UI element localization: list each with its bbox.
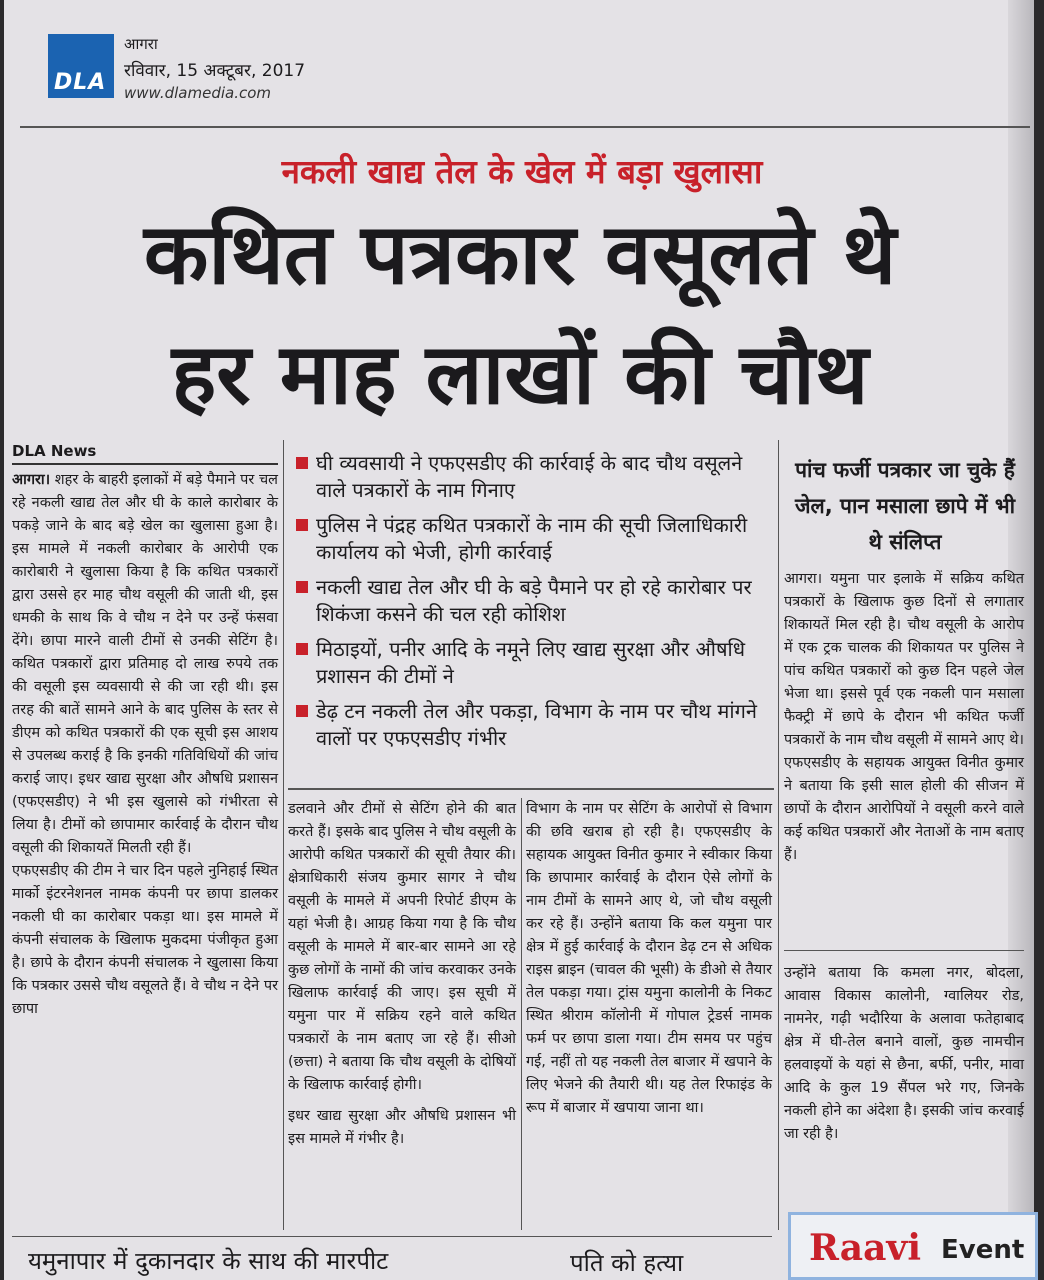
bullet-square-icon xyxy=(296,457,308,469)
headline-line-1: कथित पत्रकार वसूलते थे xyxy=(143,205,897,303)
column-rule-2 xyxy=(521,798,522,1230)
next-article-headline-2: पति को हत्या xyxy=(570,1249,684,1277)
bullets-divider xyxy=(288,788,774,790)
highlight-item xyxy=(294,512,770,566)
sidebar-column xyxy=(784,568,1024,867)
bottom-divider xyxy=(12,1236,772,1237)
next-article-headline: यमुनापार में दुकानदार के साथ की मारपीट xyxy=(28,1247,389,1275)
column-2-para-2: इधर खाद्य सुरक्षा और औषधि प्रशासन भी इस मामले में गंभीर है। xyxy=(288,1108,516,1147)
bullet-square-icon xyxy=(296,519,308,531)
advertisement[interactable] xyxy=(788,1212,1038,1280)
headline-line-2: हर माह लाखों की चौथ xyxy=(171,325,869,423)
highlight-item xyxy=(294,450,770,504)
dateline: आगरा। xyxy=(12,472,51,488)
ad-text: Event xyxy=(941,1235,1025,1265)
sidebar-para-1: आगरा। यमुना पार इलाके में सक्रिय कथित पत्रकारों के खिलाफ कुछ दिनों से लगातार शिकायतें मिल रही है। चौथ वसूली के आरोप में एक ट्रक चालक की शिकायत पर पुलिस ने पांच कथित पत्रकारों को कुछ दिन पहले जेल भेजा था। इससे पूर्व एक नकली पान मसाला फैक्ट्री में छापे के दौरान भी कथित फर्जी पत्रकारों के नाम चौथ वसूली में सामने आए थे। एफएसडीए के सहायक आयुक्त विनीत कुमार ने बताया कि इसी साल होली की सीजन में छापों के दौरान आरोपियों ने वसूली करने वाले कई कथित पत्रकारों और नेताओं के नाम बताए हैं। xyxy=(784,571,1024,863)
column-2-para-1: डलवाने और टीमों से सेटिंग होने की बात करते हैं। इसके बाद पुलिस ने चौथ वसूली के आरोपी कथित पत्रकारों की सूची तैयार की। क्षेत्राधिकारी संजय कुमार सागर ने चौथ वसूली के मामले में अपनी रिपोर्ट डीएम के यहां भेजी है। आग्रह किया गया है कि चौथ वसूली के मामले में बार-बार सामने आ रहे कुछ लोगों के नामों की जांच करवाकर उनके खिलाफ कार्रवाई की जाए। इस सूची में यमुना पार में सक्रिय रहने वाले कथित पत्रकारों के नाम बताए जा रहे हैं। सीओ (छत्ता) ने बताया कि चौथ वसूली के दोषियों के खिलाफ कार्रवाई होगी। xyxy=(288,801,516,1093)
column-3 xyxy=(526,798,772,1120)
highlight-text: मिठाइयों, पनीर आदि के नमूने लिए खाद्य सुरक्षा और औषधि प्रशासन की टीमों ने xyxy=(316,637,745,688)
highlight-item xyxy=(294,636,770,690)
ad-brand: Raavi xyxy=(809,1227,921,1269)
highlight-text: नकली खाद्य तेल और घी के बड़े पैमाने पर हो रहे कारोबार पर शिकंजा कसने की चल रही कोशिश xyxy=(316,575,752,626)
highlight-text: पुलिस ने पंद्रह कथित पत्रकारों के नाम की सूची जिलाधिकारी कार्यालय को भेजी, होगी कार्रवाई xyxy=(316,513,748,564)
highlight-item xyxy=(294,698,770,752)
article-kicker: नकली खाद्य तेल के खेल में बड़ा खुलासा xyxy=(281,152,763,191)
bullet-square-icon xyxy=(296,705,308,717)
dla-logo xyxy=(48,34,114,98)
column-3-para-1: विभाग के नाम पर सेटिंग के आरोपों से विभाग की छवि खराब हो रही है। एफएसडीए के सहायक आयुक्त विनीत कुमार ने स्वीकार किया कि छापामार कार्रवाई के दौरान ऐसे लोगों के नाम टीमों के सामने आए थे, जो चौथ वसूली कर रहे हैं। उन्होंने बताया कि कल यमुना पार क्षेत्र में हुई कार्रवाई के दौरान डेढ़ टन से अधिक राइस ब्राइन (चावल की भूसी) के डीओ से तैयार तेल पकड़ा गया। ट्रांस यमुना कालोनी के निकट स्थित श्रीराम कॉलोनी में गोपाल ट्रेडर्स नामक फर्म पर छापा डाला गया। टीम समय पर पहुंच गई, नहीं तो यह नकली तेल बाजार में खपाने के लिए भेजने की तैयारी थी। यह तेल रिफाइंड के रूप में बाजार में खपाया जाना था। xyxy=(526,801,772,1116)
column-rule-1 xyxy=(283,440,284,1230)
sidebar-para-2: उन्होंने बताया कि कमला नगर, बोदला, आवास विकास कालोनी, ग्वालियर रोड, नामनेर, गढ़ी भदौरिया के अलावा फतेहाबाद क्षेत्र में घी-तेल बनाने वालों, कुछ नामचीन हलवाइयों के यहां से छैना, बर्फी, पनीर, मावा आदि के कुल 19 सैंपल भरे गए, जिनके नकली होने का अंदेशा है। इसकी जांच करवाई जा रही है। xyxy=(784,965,1024,1142)
logo-text: DLA xyxy=(54,70,107,95)
bullet-square-icon xyxy=(296,643,308,655)
masthead-city: आगरा xyxy=(124,35,158,53)
sidebar-column-2 xyxy=(784,962,1024,1146)
highlights-list xyxy=(294,450,770,760)
masthead-date: रविवार, 15 अक्टूबर, 2017 xyxy=(124,61,306,81)
column-1-para-2: एफएसडीए की टीम ने चार दिन पहले नुनिहाई स्थित मार्को इंटरनेशनल नामक कंपनी पर छापा डालकर नकली घी का कारोबार पकड़ा था। इस मामले में कंपनी संचालक के खिलाफ मुकदमा पंजीकृत हुआ है। छापे के दौरान कंपनी संचालक ने खुलासा किया कि पत्रकार उससे चौथ वसूलते हैं। वे चौथ न देने पर छापा xyxy=(12,863,278,1017)
highlight-item xyxy=(294,574,770,628)
column-rule-3 xyxy=(778,440,779,1230)
column-1-para-1 xyxy=(12,469,278,860)
masthead-website: www.dlamedia.com xyxy=(124,84,272,102)
masthead-divider xyxy=(20,126,1030,128)
column-2 xyxy=(288,798,516,1151)
column-1-text-1: शहर के बाहरी इलाकों में बड़े पैमाने पर चल रहे नकली खाद्य तेल और घी के काले कारोबार के पकड़े जाने के बाद बड़े खेल का खुलासा हुआ है। इस मामले में नकली कारोबार के आरोपी एक कारोबारी ने खुलासा किया है कि कथित पत्रकारों द्वारा उससे हर माह चौथ वसूली की जाती थी, इस धमकी के साथ कि वे चौथ न देने पर उन्हें फंसवा देंगे। छापा मारने वाली टीमों से उनकी सेटिंग है। कथित पत्रकारों द्वारा प्रतिमाह दो लाख रुपये तक की वसूली इस व्यवसायी से की जा रही थी। इस तरह की बातें सामने आने के बाद पुलिस के स्तर से डीएम को कथित पत्रकारों की एक सूची इस आशय से उपलब्ध कराई है कि इनकी गतिविधियों की जांच कराई जाए। इधर खाद्य सुरक्षा और औषधि प्रशासन (एफएसडीए) ने भी इस खुलासे को गंभीरता से लिया है। टीमों को छापामार कार्रवाई के दौरान चौथ वसूली की शिकायतें मिलती रही हैं। xyxy=(12,472,279,856)
byline: DLA News xyxy=(12,440,278,465)
bullet-square-icon xyxy=(296,581,308,593)
highlight-text: डेढ़ टन नकली तेल और पकड़ा, विभाग के नाम पर चौथ मांगने वालों पर एफएसडीए गंभीर xyxy=(316,699,757,750)
highlight-text: घी व्यवसायी ने एफएसडीए की कार्रवाई के बाद चौथ वसूलने वाले पत्रकारों के नाम गिनाए xyxy=(316,451,743,502)
column-1 xyxy=(12,440,278,1021)
sidebar-divider xyxy=(784,950,1024,951)
sidebar-headline: पांच फर्जी पत्रकार जा चुके हैं जेल, पान मसाला छापे में भी थे संलिप्त xyxy=(794,458,1016,554)
